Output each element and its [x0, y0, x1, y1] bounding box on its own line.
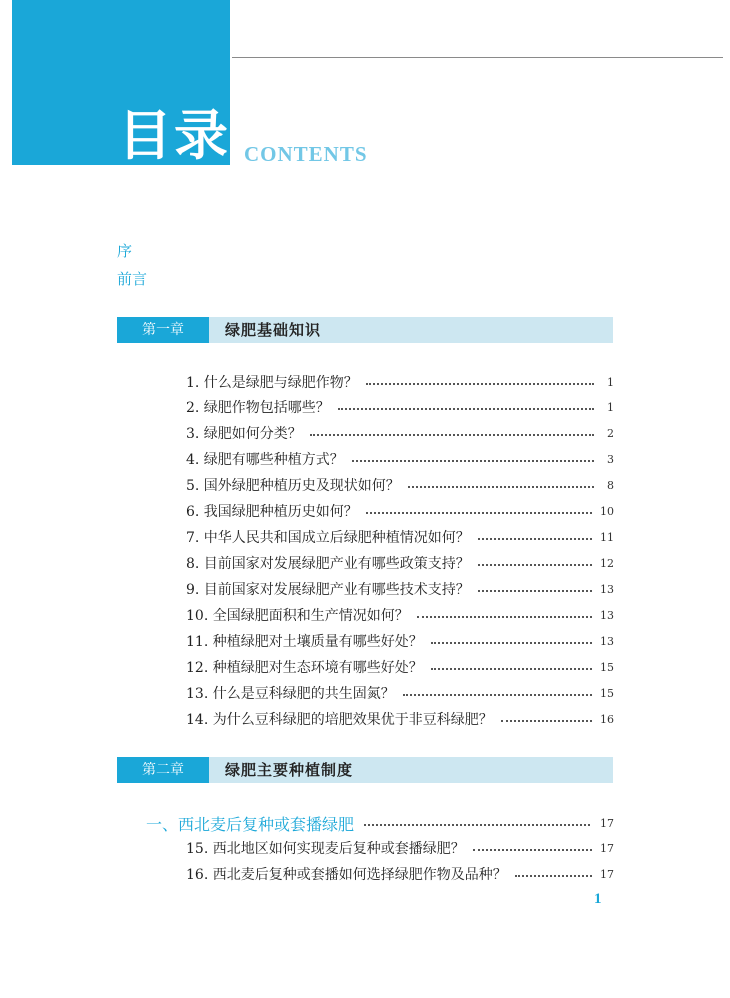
toc-entry-page: 3: [607, 452, 614, 466]
dot-leader: [478, 590, 592, 592]
dot-leader: [478, 564, 592, 566]
dot-leader: [515, 875, 592, 877]
toc-entry-page: 17: [600, 867, 614, 881]
dot-leader: [403, 694, 592, 696]
front-matter-preface[interactable]: 序: [117, 242, 133, 260]
toc-entry[interactable]: [186, 681, 614, 705]
chapter-2-header[interactable]: [117, 757, 613, 783]
toc-entry-page: 15: [600, 686, 614, 700]
toc-entry-page: 10: [600, 504, 614, 518]
dot-leader: [478, 538, 592, 540]
toc-entry[interactable]: [186, 421, 614, 445]
dot-leader: [366, 512, 592, 514]
toc-entry-page: 15: [600, 660, 614, 674]
toc-entry-page: 17: [600, 841, 614, 855]
toc-entry-page: 8: [607, 478, 614, 492]
toc-entry-label: 13. 什么是豆科绿肥的共生固氮？: [186, 686, 395, 702]
dot-leader: [431, 668, 592, 670]
toc-entry-page: 16: [600, 712, 614, 726]
dot-leader: [352, 460, 594, 462]
page-title-english: CONTENTS: [244, 142, 368, 166]
dot-leader: [417, 616, 592, 618]
toc-entry-label: 9. 目前国家对发展绿肥产业有哪些技术支持？: [186, 582, 470, 598]
dot-leader: [431, 642, 592, 644]
toc-entry-page: 1: [607, 400, 614, 414]
toc-section-label: 一、西北麦后复种或套播绿肥: [146, 814, 355, 834]
dot-leader: [501, 720, 592, 722]
dot-leader: [364, 824, 590, 826]
toc-entry-page: 11: [600, 530, 614, 544]
chapter-tag: 第一章: [117, 317, 209, 343]
toc-entry-label: 3. 绿肥如何分类？: [186, 426, 302, 442]
header-rule: [232, 57, 723, 58]
page-title: 目录: [118, 104, 230, 167]
chapter-1-header[interactable]: [117, 317, 613, 343]
toc-entry-label: 6. 我国绿肥种植历史如何？: [186, 504, 358, 520]
toc-entry[interactable]: [186, 499, 614, 523]
toc-entry[interactable]: [186, 629, 614, 653]
dot-leader: [473, 849, 592, 851]
toc-entry-label: 10. 全国绿肥面积和生产情况如何？: [186, 608, 409, 624]
chapter-arrow-icon: [199, 317, 209, 343]
toc-entry-page: 1: [607, 375, 614, 389]
toc-entry-label: 7. 中华人民共和国成立后绿肥种植情况如何？: [186, 530, 470, 546]
toc-entry-page: 13: [600, 582, 614, 596]
toc-entry[interactable]: [186, 395, 614, 419]
toc-entry[interactable]: [186, 836, 614, 860]
toc-entry-page: 2: [607, 426, 614, 440]
toc-section-page: 17: [600, 816, 614, 830]
front-matter-foreword[interactable]: 前言: [117, 270, 148, 288]
toc-entry[interactable]: [186, 525, 614, 549]
dot-leader: [338, 408, 594, 410]
toc-entry-label: 16. 西北麦后复种或套播如何选择绿肥作物及品种？: [186, 867, 507, 883]
toc-entry[interactable]: [186, 551, 614, 575]
dot-leader: [366, 383, 594, 385]
dot-leader: [310, 434, 594, 436]
toc-entry-label: 4. 绿肥有哪些种植方式？: [186, 452, 344, 468]
toc-entry-label: 1. 什么是绿肥与绿肥作物？: [186, 375, 358, 391]
toc-entry[interactable]: [186, 707, 614, 731]
toc-entry-page: 13: [600, 634, 614, 648]
toc-entry[interactable]: [186, 655, 614, 679]
chapter-arrow-icon: [199, 757, 209, 783]
toc-entry-label: 8. 目前国家对发展绿肥产业有哪些政策支持？: [186, 556, 470, 572]
dot-leader: [408, 486, 594, 488]
toc-entry[interactable]: [186, 473, 614, 497]
toc-entry[interactable]: [186, 862, 614, 886]
toc-entry-label: 12. 种植绿肥对生态环境有哪些好处？: [186, 660, 423, 676]
chapter-tag: 第二章: [117, 757, 209, 783]
chapter-title: 绿肥基础知识: [225, 321, 322, 339]
toc-entry-label: 11. 种植绿肥对土壤质量有哪些好处？: [186, 634, 423, 650]
page-number: 1: [594, 891, 602, 907]
toc-section[interactable]: [146, 811, 614, 835]
header-divider: [230, 0, 232, 165]
chapter-title: 绿肥主要种植制度: [225, 761, 354, 779]
toc-entry[interactable]: [186, 370, 614, 394]
toc-entry-label: 2. 绿肥作物包括哪些？: [186, 400, 330, 416]
toc-entry[interactable]: [186, 603, 614, 627]
toc-entry-label: 15. 西北地区如何实现麦后复种或套播绿肥？: [186, 841, 465, 857]
toc-entry[interactable]: [186, 577, 614, 601]
toc-entry[interactable]: [186, 447, 614, 471]
toc-entry-label: 5. 国外绿肥种植历史及现状如何？: [186, 478, 400, 494]
toc-entry-page: 13: [600, 608, 614, 622]
toc-entry-page: 12: [600, 556, 614, 570]
toc-entry-label: 14. 为什么豆科绿肥的培肥效果优于非豆科绿肥？: [186, 712, 493, 728]
